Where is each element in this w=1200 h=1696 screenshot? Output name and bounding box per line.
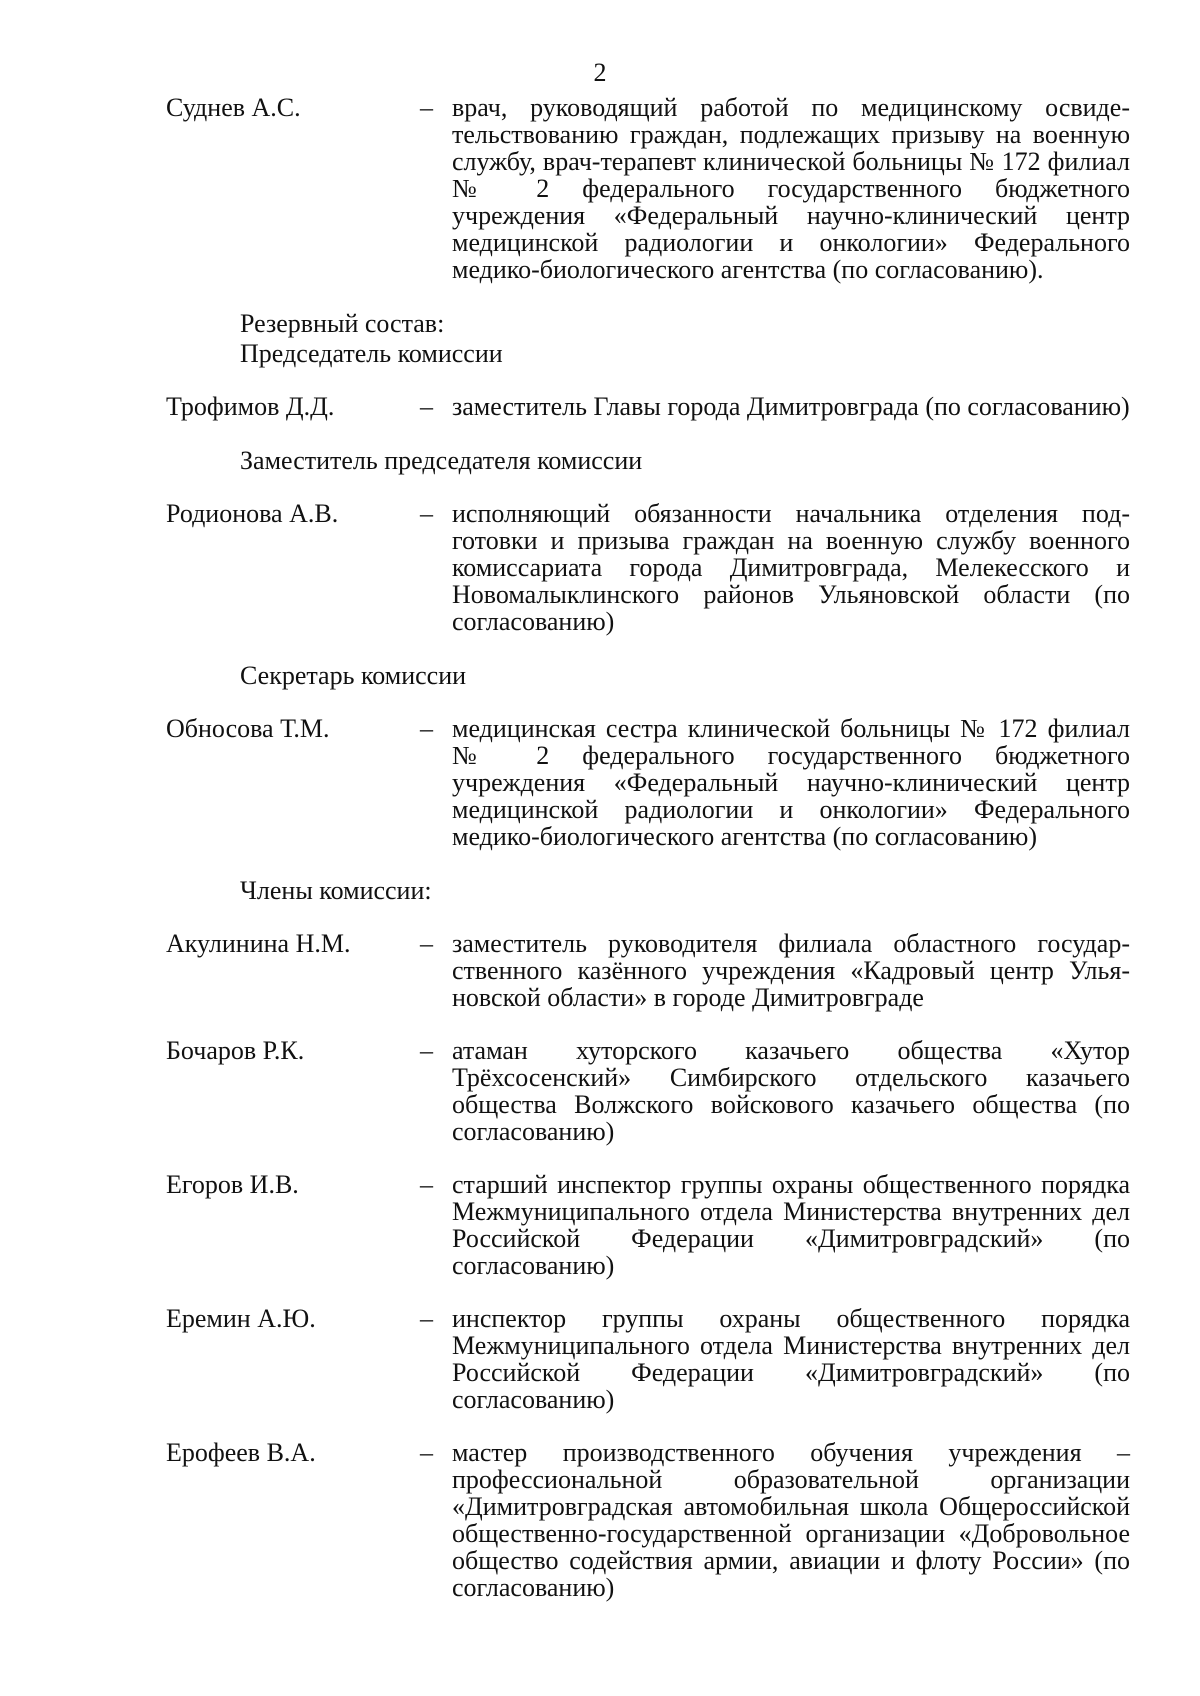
entry-name: Трофимов Д.Д. <box>166 392 335 421</box>
entry-egorov <box>166 1171 1130 1279</box>
page-number: 2 <box>593 58 607 87</box>
entry-dash: – <box>420 1170 433 1199</box>
entry-description: врач, руководящий работой по медицинскому освидетельствованию граждан, подлежащих призыву на военную службу, врач-терапевт клинической больницы № 172 филиал № 2 федерального государственного бюджетного учреждения «Федеральный научно-клинический центр медицинской радиологии и онкологии» Федерального медико-биологического агентства (по согласованию). <box>452 93 1130 284</box>
entry-description: атаман хуторского казачьего общества «Хутор Трёхсосенский» Симбирского отдельского казачьего общества Волжского войскового казачьего общества (по согласованию) <box>452 1036 1130 1146</box>
reserve-heading-group <box>240 309 1130 369</box>
entry-akulinina <box>166 930 1130 1011</box>
entry-dash: – <box>420 392 433 421</box>
entry-name: Акулинина Н.М. <box>166 929 351 958</box>
secretary-heading: Секретарь комиссии <box>240 661 467 690</box>
entry-description: медицинская сестра клинической больницы № 172 филиал № 2 федерального государственного бюджетного учреждения «Федеральный научно-клинический центр медицинской радиологии и онкологии» Федерального медико-биологического агентства (по согласованию) <box>452 714 1130 851</box>
entry-dash: – <box>420 1438 433 1467</box>
entry-name: Бочаров Р.К. <box>166 1036 305 1065</box>
reserve-title: Резервный состав: <box>240 309 445 338</box>
deputy-heading: Заместитель председателя комиссии <box>240 446 643 475</box>
entry-obnosova <box>166 715 1130 850</box>
entry-dash: – <box>420 499 433 528</box>
commission-list <box>166 94 1130 1627</box>
chairman-heading: Председатель комиссии <box>240 339 503 368</box>
entry-trofimov <box>166 393 1130 420</box>
entry-name: Родионова А.В. <box>166 499 339 528</box>
entry-description: старший инспектор группы охраны общественного порядка Межмуниципального отдела Министерства внутренних дел Российской Федерации «Димитровградский» (по согласованию) <box>452 1170 1130 1280</box>
entry-description: исполняющий обязанности начальника отделения подготовки и призыва граждан на военную службу военного комиссариата города Димитровграда, Мелекесского и Новомалыклинского районов Ульяновской области (по согласованию) <box>452 499 1130 636</box>
entry-description: заместитель Главы города Димитровграда (по согласованию) <box>452 392 1130 421</box>
entry-name: Егоров И.В. <box>166 1170 299 1199</box>
entry-description: инспектор группы охраны общественного порядка Межмуниципального отдела Министерства внутренних дел Российской Федерации «Димитровградский» (по согласованию) <box>452 1304 1130 1414</box>
entry-dash: – <box>420 929 433 958</box>
members-heading: Члены комиссии: <box>240 876 432 905</box>
entry-name: Еремин А.Ю. <box>166 1304 316 1333</box>
entry-dash: – <box>420 93 433 122</box>
entry-name: Ерофеев В.А. <box>166 1438 316 1467</box>
entry-sudnev <box>166 94 1130 283</box>
entry-name: Обносова Т.М. <box>166 714 330 743</box>
entry-description: заместитель руководителя филиала областного государственного казённого учреждения «Кадровый центр Ульяновской области» в городе Димитровграде <box>452 929 1130 1012</box>
entry-name: Суднев А.С. <box>166 93 301 122</box>
entry-dash: – <box>420 714 433 743</box>
entry-rodionova <box>166 500 1130 635</box>
entry-dash: – <box>420 1036 433 1065</box>
entry-description: мастер производственного обучения учреждения – профессиональной образовательной организации «Димитровградская автомобильная школа Общероссийской общественно-государственной организации «Добровольное общество содействия армии, авиации и флоту России» (по согласованию) <box>452 1438 1130 1602</box>
entry-dash: – <box>420 1304 433 1333</box>
entry-erofeev <box>166 1439 1130 1601</box>
entry-eremin <box>166 1305 1130 1413</box>
entry-bocharov <box>166 1037 1130 1145</box>
